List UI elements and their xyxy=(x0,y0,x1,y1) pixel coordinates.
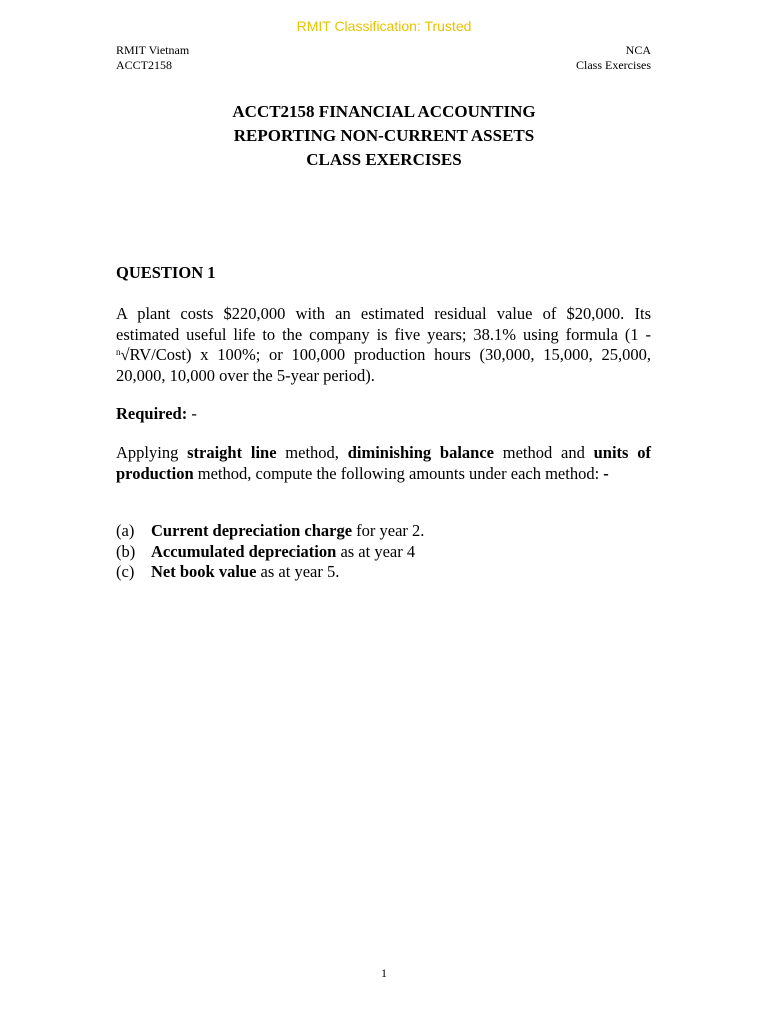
header-topic: NCA xyxy=(625,43,651,57)
instruction-paragraph xyxy=(116,443,651,484)
title-line-3: CLASS EXERCISES xyxy=(306,150,462,169)
list-item-rest: as at year 4 xyxy=(336,541,416,561)
title-line-2: REPORTING NON-CURRENT ASSETS xyxy=(233,126,535,145)
list-item-bold: Net book value xyxy=(151,562,257,581)
instruction-text-4: method, compute the following amounts under each method: xyxy=(193,463,604,483)
list-marker: (b) xyxy=(116,541,136,561)
list-item xyxy=(116,542,651,563)
required-dash: - xyxy=(187,404,197,423)
list-item-rest: for year 2. xyxy=(352,521,425,540)
root-index: n xyxy=(116,347,121,357)
list-item-text xyxy=(151,542,415,563)
header-course-code: ACCT2158 xyxy=(116,58,173,72)
required-bold: Required: xyxy=(116,404,188,423)
classification-label: RMIT Classification: Trusted xyxy=(296,18,472,34)
page-number: 1 xyxy=(381,966,387,980)
list-item-bold: Current depreciation charge xyxy=(151,521,353,540)
instruction-text-1: Applying xyxy=(116,443,188,462)
list-item-rest: as at year 5. xyxy=(256,562,340,581)
list-item xyxy=(116,562,651,583)
question-text-part1: A plant costs $220,000 with an estimated residual value of $20,000. Its estimated useful life to the company is five years; 38.1% using formula (1 - xyxy=(116,304,651,344)
list-item-text xyxy=(151,521,424,542)
header-right xyxy=(576,43,651,73)
method-diminishing-balance: diminishing balance xyxy=(347,443,495,462)
requirements-list xyxy=(116,521,651,583)
list-item xyxy=(116,521,651,542)
list-marker: (a) xyxy=(116,521,135,540)
required-label xyxy=(116,404,651,425)
list-marker: (c) xyxy=(116,562,135,581)
question-paragraph xyxy=(116,304,651,386)
header-left xyxy=(116,43,189,73)
header-doc-type: Class Exercises xyxy=(576,58,651,72)
question-heading: QUESTION 1 xyxy=(116,263,216,282)
method-straight-line: straight line xyxy=(187,443,277,462)
instruction-text-2: method, xyxy=(276,443,348,462)
list-item-bold: Accumulated depreciation xyxy=(151,541,337,561)
instruction-text-3: method and xyxy=(494,443,594,462)
question-text-part2: √RV/Cost) x 100%; or 100,000 production hours (30,000, 15,000, 25,000, 20,000, 10,000 over the 5-year period). xyxy=(116,345,651,385)
header-institution: RMIT Vietnam xyxy=(116,43,190,57)
title-line-1: ACCT2158 FINANCIAL ACCOUNTING xyxy=(232,102,536,121)
document-title xyxy=(0,100,768,172)
list-item-text xyxy=(151,562,339,583)
instruction-dash: - xyxy=(603,463,609,483)
method-units-of-production: units of production xyxy=(116,443,651,483)
